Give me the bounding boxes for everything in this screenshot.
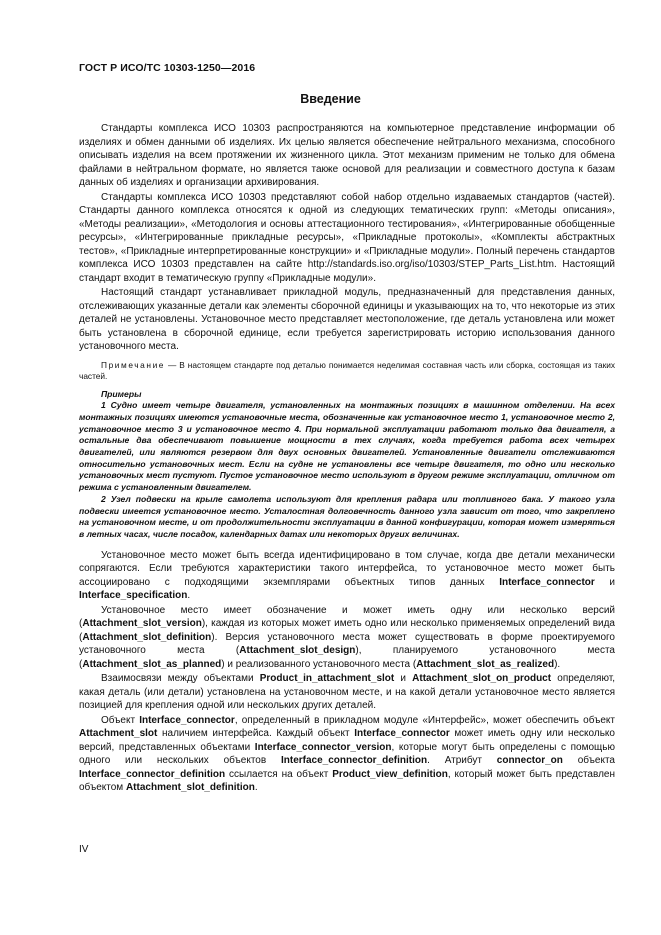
entity-name: Interface_connector_definition [79,768,226,780]
entity-name: Interface_connector_definition [280,755,428,767]
page-title: Введение [300,92,361,106]
entity-name: Attachment_slot_definition [82,631,212,643]
example-2: 2 Узел подвески на крыле самолета используют для крепления радара или топливного бака. У такого узла подвески имеется установочное место. Усталостная долговечность данного узла зависит от того, что закреплено на установочном месте, и от продолжительности эксплуатации в данной конфигурации, которая может измеряться в летных часах, числе посадок, календарных датах или некоторых других величинах. [79,493,615,539]
entity-name: Attachment_slot [79,728,158,740]
examples-block [79,389,615,541]
entity-name: Product_view_definition [332,768,448,780]
note-text: — В настоящем стандарте под деталью понимается неделимая составная часть или сборка, состоящая из таких частей. [79,359,615,381]
entity-name: Interface_connector [139,714,235,726]
entity-name: Interface_connector [354,728,450,740]
example-1: 1 Судно имеет четыре двигателя, установленных на монтажных позициях в машинном отделении. На всех монтажных позициях имеются установочные места, обозначенные как установочное место 1, установочное место 2, установочное место 3 и установочное место 4. При нормальной эксплуатации работают только два двигателя, а остальные два обеспечивают повышение мощности в тех случаях, когда требуется работа всех четырех двигателей, или являются резервом для двух основных двигателей. Установленные двигатели отслеживаются относительно установочных мест. Если на судне не установлены все четыре двигателя, то одно или несколько установочных мест пустуют. Пустое установочное место используют в другом режиме эксплуатации, отличном от режима с установленным двигателем. [79,400,615,493]
entity-name: Attachment_slot_as_realized [416,658,555,670]
entity-name: Product_in_attachment_slot [259,673,395,685]
paragraph: Стандарты комплекса ИСО 10303 распространяются на компьютерное представление информации об изделиях и обмен данными об изделиях. Их целью является обеспечение нейтрального механизма, способного описывать изделия на всем протяжении их жизненного цикла. Этот механизм применим не только для обмена файлами в нейтральном формате, но является также основой для реализации и совместного доступа к базам данных об изделиях и организации архивирования. [79,123,615,188]
paragraph: Настоящий стандарт устанавливает прикладной модуль, предназначенный для представления данных, отслеживающих указанные детали как элементы сборочной единицы и указывающих на то, что некоторые из этих деталей не установлены. Установочное место представляет местоположение, где деталь установлена или может быть установлена в сборочной единице, если требуется зарегистрировать историю использования данного установочного места. [79,287,615,352]
paragraph: Установочное место может быть всегда идентифицировано в том случае, когда две детали механически сопрягаются. Если требуются характеристики такого интерфейса, то установочное место может быть ассоциировано с подходящими экземплярами объектных типов данных Interface_connector и Interface_specification. [79,549,615,602]
entity-name: Attachment_slot_design [239,645,356,657]
entity-name: Attachment_slot_as_planned [82,658,222,670]
entity-name: Interface_connector [499,576,595,588]
entity-name: connector_on [496,755,563,767]
note [79,360,615,383]
paragraph: Стандарты комплекса ИСО 10303 представляют собой набор отдельно издаваемых стандартов (частей). Стандарты данного комплекса относятся к одной из следующих тематических групп: «Методы описания», «Методы реализации», «Методология и основы аттестационного тестирования», «Интегрированные обобщенные ресурсы», «Интегрированные прикладные ресурсы», «Прикладные протоколы», «Комплекты абстрактных тестов», «Прикладные интерпретированные конструкции» и «Прикладные модули». Полный перечень стандартов комплекса ИСО 10303 представлен на сайте http://standards.iso.org/iso/10303/STEP_Parts_List.htm. Настоящий стандарт входит в тематическую группу «Прикладные модули». [79,191,615,284]
entity-name: Attachment_slot_definition [125,782,255,794]
entity-name: Attachment_slot_version [82,618,202,630]
note-label: Примечание [101,359,166,370]
examples-heading: Примеры [101,388,142,399]
paragraph: Установочное место имеет обозначение и может иметь одну или несколько версий (Attachment_slot_version), каждая из которых может иметь одно или несколько применяемых определений вида (Attachment_slot_definition). Версия установочного места может существовать в форме проектируемого установочного места (Attachment_slot_design), планируемого установочного места (Attachment_slot_as_planned) и реализованного установочного места (Attachment_slot_as_realized). [79,604,615,670]
body-text [79,122,615,796]
entity-name: Attachment_slot_on_product [412,673,552,685]
paragraph: Объект Interface_connector, определенный в прикладном модуле «Интерфейс», может обеспечить объект Attachment_slot наличием интерфейса. Каждый объект Interface_connector может иметь одну или несколько версий, представленных объектами Interface_connector_version, которые могут быть определены с помощью одного или нескольких объектов Interface_connector_definition. Атрибут connector_on объекта Interface_connector_definition ссылается на объект Product_view_definition, который может быть представлен объектом Attachment_slot_definition. [79,714,615,794]
page-number: IV [79,844,89,855]
paragraph: Взаимосвязи между объектами Product_in_attachment_slot и Attachment_slot_on_product определяют, какая деталь (или детали) установлена на установочном месте, и на какой детали установочное место является позицией для крепления одной или нескольких других деталей. [79,673,615,712]
entity-name: Interface_specification [79,590,188,602]
standard-header: ГОСТ Р ИСО/ТС 10303-1250—2016 [79,62,256,74]
entity-name: Interface_connector_version [254,741,392,753]
